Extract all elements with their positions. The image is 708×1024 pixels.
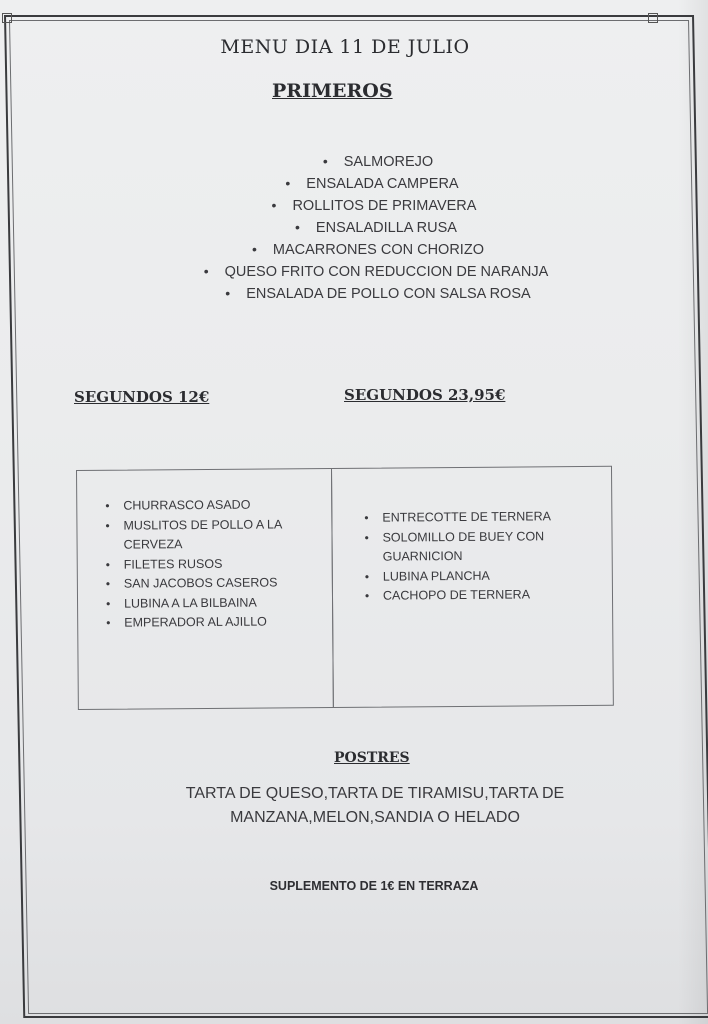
segundos-table [76, 466, 614, 710]
list-item: • ENSALADA DE POLLO CON SALSA ROSA [0, 282, 708, 304]
segundos-12-box [76, 468, 334, 710]
list-item: • LUBINA A LA BILBAINA [104, 593, 304, 614]
menu-title: MENU DIA 11 DE JULIO [220, 36, 470, 58]
postres-text [150, 782, 600, 830]
list-item: • SAN JACOBOS CASEROS [104, 573, 304, 594]
list-item: • LUBINA PLANCHA [363, 566, 583, 587]
list-item: • ENTRECOTTE DE TERNERA [362, 507, 582, 528]
list-item: • ENSALADA CAMPERA [0, 172, 708, 194]
list-item: • ENSALADILLA RUSA [0, 216, 708, 238]
postres-line-1: TARTA DE QUESO,TARTA DE TIRAMISU,TARTA DE [185, 785, 565, 802]
list-item: • EMPERADOR AL AJILLO [104, 612, 304, 633]
segundos-12-list [103, 495, 304, 633]
list-item: • FILETES RUSOS [104, 554, 304, 575]
list-item: • ROLLITOS DE PRIMAVERA [0, 194, 708, 216]
primeros-heading: PRIMEROS [272, 80, 393, 102]
segundos-23-list [362, 507, 583, 606]
segundos-12-heading: SEGUNDOS 12€ [74, 388, 210, 406]
border-corner-top-right [648, 13, 658, 23]
list-item: • MUSLITOS DE POLLO A LA CERVEZA [103, 515, 303, 556]
primeros-list [0, 150, 708, 304]
list-item: • CHURRASCO ASADO [103, 495, 303, 516]
list-item: • SOLOMILLO DE BUEY CON GUARNICION [362, 527, 582, 568]
list-item: • CACHOPO DE TERNERA [363, 585, 583, 606]
list-item: • MACARRONES CON CHORIZO [0, 238, 708, 260]
list-item: • SALMOREJO [0, 150, 708, 172]
segundos-23-heading: SEGUNDOS 23,95€ [344, 386, 506, 404]
segundos-23-box [331, 466, 614, 708]
postres-line-2: MANZANA,MELON,SANDIA O HELADO [230, 809, 520, 826]
suplemento-note: SUPLEMENTO DE 1€ EN TERRAZA [269, 879, 479, 893]
postres-heading: POSTRES [334, 750, 410, 766]
list-item: • QUESO FRITO CON REDUCCION DE NARANJA [0, 260, 708, 282]
border-corner-top-left [2, 13, 12, 23]
